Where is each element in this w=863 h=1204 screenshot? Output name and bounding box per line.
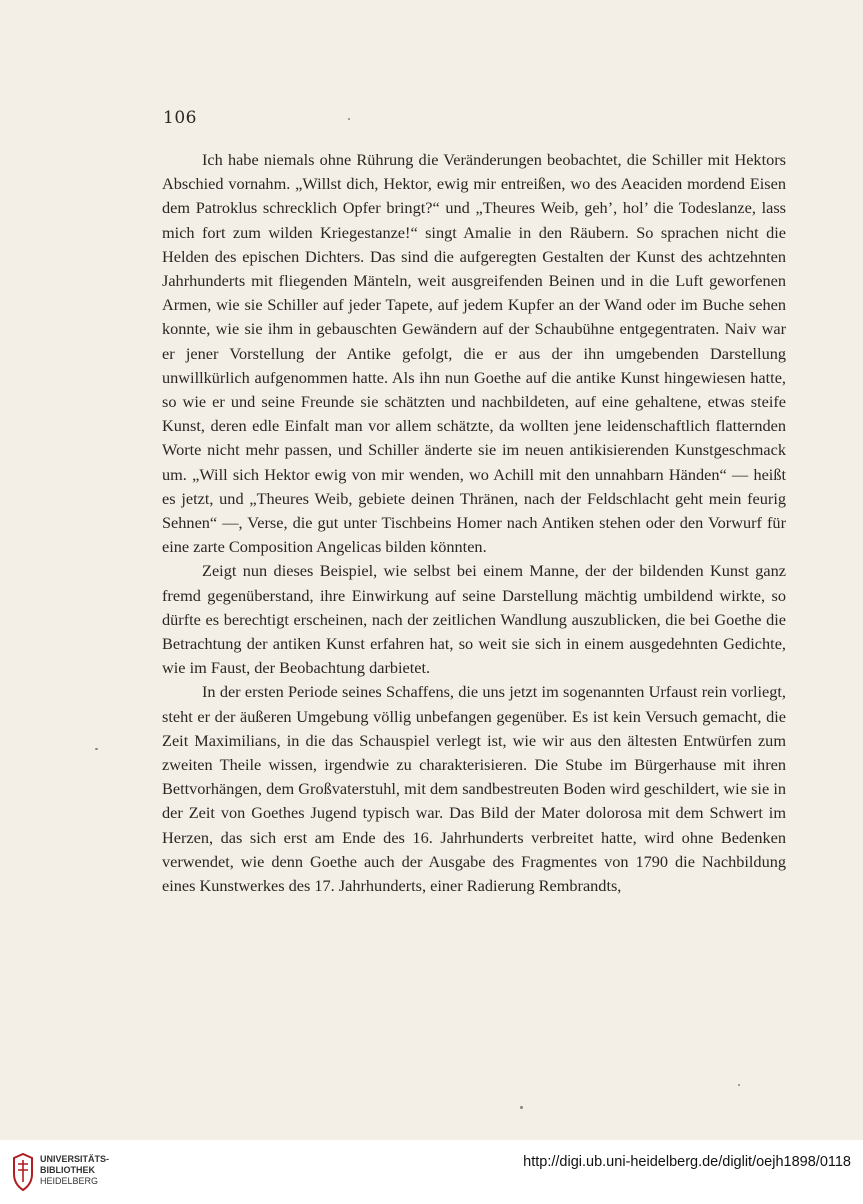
logo-line-2: BIBLIOTHEK [40,1165,95,1175]
library-logo-icon [10,1152,36,1192]
paragraph-1: Ich habe niemals ohne Rührung die Veränderungen beobachtet, die Schiller mit Hektors Abschied vornahm. „Willst dich, Hektor, ewig mir entreißen, wo des Aeaciden mordend Eisen dem Patroklus schrecklich Opfer bringt?“ und „Theures Weib, geh’, hol’ die Todeslanze, lass mich fort zum wilden Kriegestanze!“ singt Amalie in den Räubern. So sprachen nicht die Helden des epischen Dichters. Das sind die aufgeregten Gestalten der Kunst des achtzehnten Jahrhunderts mit fliegenden Mänteln, weit ausgreifenden Beinen und in die Luft geworfenen Armen, wie sie Schiller auf jeder Tapete, auf jedem Kupfer an der Wand oder im Buche sehen konnte, wie sie ihm in gebauschten Gewändern auf der Schaubühne entgegentraten. Naiv war er jener Vorstellung der Antike gefolgt, die er aus der ihn umgebenden Darstellung unwillkürlich aufgenommen hatte. Als ihn nun Goethe auf die antike Kunst hingewiesen hatte, so wie er und seine Freunde sie schätzten und nachbildeten, auf eine gehaltene, etwas steife Kunst, deren edle Einfalt man vor allem schätzte, da wollten jene leidenschaftlich flatternden Worte nicht mehr passen, und Schiller änderte sie im neuen antikisierenden Kunstgeschmack um. „Will sich Hektor ewig von mir wenden, wo Achill mit den unnahbarn Händen“ — heißt es jetzt, und „Theures Weib, gebiete deinen Thränen, nach der Feldschlacht geht mein feurig Sehnen“ —, Verse, die gut unter Tischbeins Homer nach Antiken stehen oder den Vorwurf für eine zarte Composition Angelicas bilden könnten. [162,150,786,557]
paragraph-2: Zeigt nun dieses Beispiel, wie selbst bei einem Manne, der der bildenden Kunst ganz fremd gegenüberstand, ihre Einwirkung auf seine Darstellung mächtig umbildend wirkte, so dürfte es berechtigt erscheinen, nach der zeitlichen Wandlung auszublicken, die bei Goethe die Betrachtung der antiken Kunst erfahren hat, so weit sie sich in einem ausgedehnten Gedichte, wie im Faust, der Beobachtung darbietet. [162,561,786,678]
paper-speck [348,118,350,120]
library-logo [10,1150,120,1196]
source-url-link[interactable]: http://digi.ub.uni-heidelberg.de/diglit/oejh1898/0118 [523,1154,851,1170]
body-text [162,148,786,898]
page-number: 106 [163,108,197,128]
paragraph-3: In der ersten Periode seines Schaffens, die uns jetzt im sogenannten Urfaust rein vorliegt, steht er der äußeren Umgebung völlig unbefangen gegenüber. Es ist kein Versuch gemacht, die Zeit Maximilians, in die das Schauspiel verlegt ist, wie wir aus den ältesten Entwürfen zum zweiten Theile wissen, irgendwie zu charakterisieren. Die Stube im Bürgerhause mit ihren Bettvorhängen, dem Großvaterstuhl, mit dem sandbestreuten Boden wird geschildert, wie sie in der Zeit von Goethes Jugend typisch war. Das Bild der Mater dolorosa mit dem Schwert im Herzen, das sich erst am Ende des 16. Jahrhunderts verbreitet hatte, wird ohne Bedenken verwendet, wie denn Goethe auch der Ausgabe des Fragmentes von 1790 die Nachbildung eines Kunstwerkes des 17. Jahrhunderts, einer Radierung Rembrandts, [162,682,786,896]
logo-line-1: UNIVERSITÄTS- [40,1154,110,1164]
library-logo-text [40,1154,109,1187]
logo-line-3: HEIDELBERG [40,1176,99,1186]
paper-speck [738,1084,740,1086]
footer-bar [0,1140,863,1204]
paper-speck [520,1106,523,1109]
paper-speck [95,748,98,750]
